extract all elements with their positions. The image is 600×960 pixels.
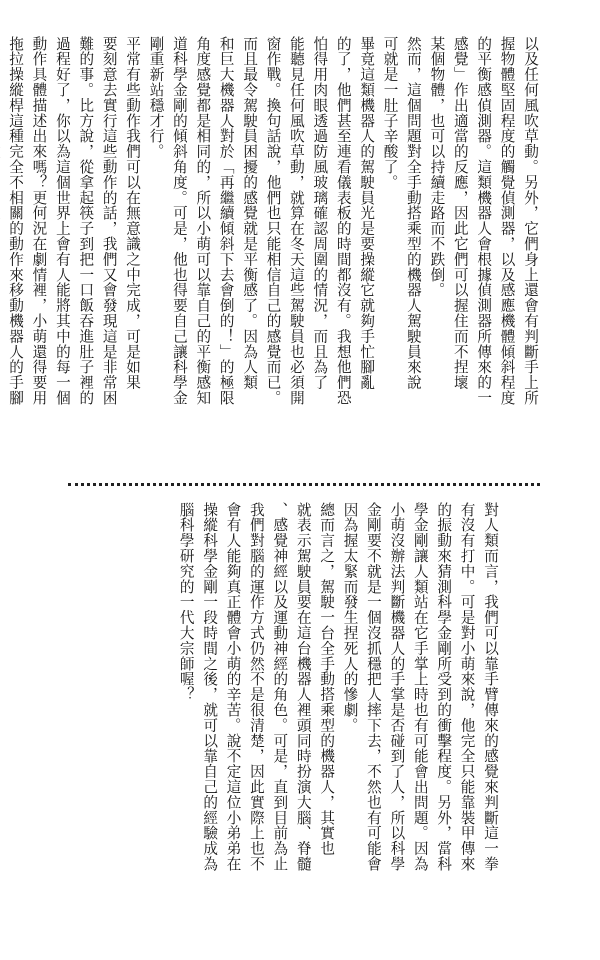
text-column: 平常有些動作我們可以在無意識之中完成，可是如果: [124, 36, 142, 391]
text-column: 要刻意去實行這些動作的話，我們又會發現這是非常困: [100, 36, 118, 406]
text-column: 以及任何風吹草動。另外，它們身上還會有判斷手上所: [522, 36, 539, 406]
text-column: 畢竟這類機器人的駕駛員光是要操縱它就夠手忙腳亂: [358, 36, 376, 391]
text-column: 有沒有打中。可是對小萌來說，他完全只能靠裝甲傳來: [458, 502, 476, 872]
text-column: 會有人能夠真正體會小萌的辛苦。說不定這位小弟弟在: [224, 502, 242, 872]
text-column: 怕得用肉眼透過防風玻璃確認周圍的情況，而且為了: [311, 36, 329, 391]
text-column: 的振動來猜測科學金剛所受到的衝擊程度。另外，當科: [435, 502, 453, 872]
text-column: [0, 36, 4, 478]
text-column: 我們對腦的運作方式仍然不是很清楚，因此實際上也不: [247, 502, 265, 872]
text-column: 難的事。比方說，從拿起筷子到把一口飯吞進肚子裡的: [77, 36, 95, 406]
text-column: 剛重新站穩才行。: [147, 36, 165, 160]
text-column: 學金剛讓人類站在它手掌上時也有可能會出問題。因為: [411, 502, 429, 872]
text-column: 動作具體描述出來嗎？更何況在劇情裡，小萌還得要用: [30, 36, 48, 406]
text-column: 道科學金剛的傾斜角度。可是，他也得要自己讓科學金: [170, 36, 188, 406]
text-column: 某個物體，也可以持續走路而不跌倒。: [428, 36, 446, 298]
lower-text-block: [114, 502, 502, 902]
text-column: 握物體堅固程度的觸覺偵測器，以及感應機體傾斜程度: [498, 36, 516, 406]
text-column: 操縱科學金剛一段時間之後，就可以靠自己的經驗成為: [201, 502, 219, 872]
upper-text-block: [7, 36, 542, 478]
text-column: 可就是一肚子辛酸了。: [381, 36, 399, 190]
text-column: 然而，這個問題對全手動搭乘型的機器人駕駛員來說: [404, 36, 422, 391]
text-column: 過程好了，你以為這個世界上會有人能將其中的每一個: [53, 36, 71, 406]
text-column: 能聽見任何風吹草動，就算在冬天這些駕駛員也必須開: [287, 36, 305, 406]
text-column: 的平衡感偵測器。這類機器人會根據偵測器所傳來的一: [475, 36, 493, 406]
text-column: 腦科學研究的一代大宗師喔？: [177, 502, 195, 703]
dotted-divider: [68, 483, 540, 486]
text-column: 而且最令駕駛員困擾的感覺就是平衡感了。因為人類: [241, 36, 259, 391]
text-column: 窗作戰。換句話說，他們也只能相信自己的感覺而已。: [264, 36, 282, 406]
text-column: 和巨大機器人對於「再繼續傾斜下去會倒的！」的極限: [217, 36, 235, 406]
text-column: 感覺」作出適當的反應，因此它們可以握住而不捏壞: [451, 36, 469, 391]
text-column: 的了，他們甚至連看儀表板的時間都沒有。我想他們恐: [334, 36, 352, 406]
text-column: 小萌沒辦法判斷機器人的手掌是否碰到了人，所以科學: [388, 502, 406, 872]
text-column: 總而言之，駕駛一台全手動搭乘型的機器人，其實也: [318, 502, 336, 857]
text-column: 因為握太緊而發生捏死人的慘劇。: [341, 502, 359, 733]
text-column: 就表示駕駛員要在這台機器人裡頭同時扮演大腦、脊髓: [294, 502, 312, 872]
text-column: 金剛要不就是一個沒抓穩把人摔下去，不然也有可能會: [364, 502, 382, 872]
text-column: 對人類而言，我們可以靠手臂傳來的感覺來判斷這一拳: [482, 502, 499, 872]
text-column: 角度感覺都是相同的，所以小萌可以靠自己的平衡感知: [194, 36, 212, 406]
text-column: 拖拉操縱桿這種完全不相關的動作來移動機器人的手腳: [7, 36, 25, 406]
text-column: 、感覺神經以及運動神經的角色。可是，直到目前為止: [271, 502, 289, 872]
